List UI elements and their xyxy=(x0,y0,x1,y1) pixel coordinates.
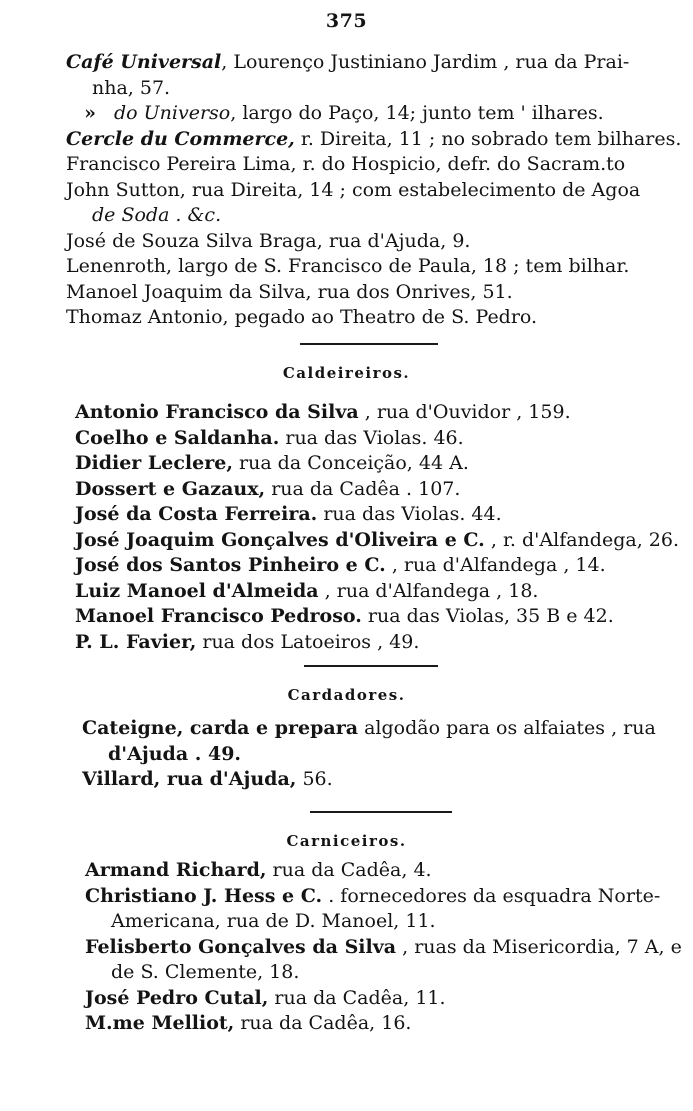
list-item xyxy=(66,127,693,153)
list-item xyxy=(85,1011,693,1037)
entry-details: r. do Hospicio, defr. do Sacram.to xyxy=(302,153,626,175)
entry-name: Francisco Pereira Lima, xyxy=(66,153,297,175)
entry-name: Café Universal xyxy=(66,51,222,73)
page-number: 375 xyxy=(325,10,368,32)
list-item: » do Universo, largo do Paço, 14; junto tem ' ilhares. xyxy=(66,101,693,127)
entry-name: Dossert e Gazaux, xyxy=(75,477,266,500)
entry-details: rua da Cadêa . 107. xyxy=(271,477,461,500)
list-item xyxy=(75,502,693,528)
entry-name: Manoel Francisco Pedroso. xyxy=(75,605,362,627)
entry-details: rua das Violas, 35 B e 42. xyxy=(367,605,614,627)
entry-details: rua dos Latoeiros , 49. xyxy=(202,630,420,653)
list-item: Luiz Manoel d'Almeida , rua d'Alfandega , 18. xyxy=(75,579,539,602)
entry-details: rua d'Alfandega , 14. xyxy=(403,554,606,576)
entry-continuation: de S. Clemente, 18. xyxy=(111,961,300,983)
entry-name: Thomaz Antonio, xyxy=(66,306,229,328)
entry-details: rua da Conceição, 44 A. xyxy=(239,452,469,474)
entry-details: rua d'Ouvidor , 159. xyxy=(376,401,571,423)
entry-continuation: Americana, rua de D. Manoel, 11. xyxy=(111,910,436,932)
section-caldeireiros xyxy=(0,400,693,655)
entry-name: José Joaquim Gonçalves d'Oliveira e C. xyxy=(75,528,485,551)
entry-name: José Pedro Cutal, xyxy=(85,986,269,1009)
list-item xyxy=(75,604,693,630)
entry-details: pegado ao Theatro de S. Pedro. xyxy=(234,306,538,328)
list-item: José Joaquim Gonçalves d'Oliveira e C. , r. d'Alfandega, 26. xyxy=(75,528,679,551)
entry-details: largo de S. Francisco de Paula, 18 ; tem bilhar. xyxy=(178,255,630,277)
section-carniceiros xyxy=(0,858,693,1037)
entry-name: José de Souza Silva Braga, xyxy=(66,229,323,252)
list-item xyxy=(66,178,693,229)
list-item xyxy=(82,716,693,767)
entry-details: fornecedores da esquadra Norte- xyxy=(340,884,661,907)
entry-name: Lenenroth, xyxy=(66,255,173,277)
entry-details: rua da Cadêa, 11. xyxy=(274,986,446,1009)
list-item xyxy=(66,280,693,306)
list-item xyxy=(75,426,693,452)
entry-name: José da Costa Ferreira. xyxy=(75,503,318,525)
list-item xyxy=(66,305,693,331)
list-item: Antonio Francisco da Silva , rua d'Ouvidor , 159. xyxy=(75,401,571,423)
entry-name: Luiz Manoel d'Almeida xyxy=(75,579,319,602)
list-item xyxy=(85,986,693,1012)
entry-name: Antonio Francisco da Silva xyxy=(75,401,359,423)
entry-continuation: nha, 57. xyxy=(92,76,171,99)
entry-name: Coelho e Saldanha. xyxy=(75,426,280,449)
list-item xyxy=(75,630,693,656)
entry-name: Felisberto Gonçalves da Silva xyxy=(85,935,397,958)
entry-name: José dos Santos Pinheiro e C. xyxy=(75,554,386,576)
entry-name: Cercle du Commerce, xyxy=(66,127,295,150)
list-item xyxy=(66,152,693,178)
entry-name: Villard, rua d'Ajuda, xyxy=(82,768,297,790)
list-item xyxy=(66,254,693,280)
entry-continuation: de Soda . &c. xyxy=(92,204,222,226)
entry-continuation: d'Ajuda . 49. xyxy=(108,742,242,765)
list-item xyxy=(66,229,693,255)
list-item: José dos Santos Pinheiro e C. , rua d'Alfandega , 14. xyxy=(75,554,606,576)
list-item xyxy=(85,858,693,884)
entry-name: do Universo xyxy=(114,102,231,124)
entry-name: John Sutton, xyxy=(66,178,186,201)
list-item: Felisberto Gonçalves da Silva , ruas da Misericordia, 7 A, e de S. Clemente, 18. xyxy=(85,935,682,983)
section-heading-caldeireiros: Caldeireiros. xyxy=(282,364,411,382)
entry-name: M.me Melliot, xyxy=(85,1012,235,1034)
list-item xyxy=(82,767,693,793)
top-entries xyxy=(0,50,693,331)
section-heading-carniceiros: Carniceiros. xyxy=(286,832,407,850)
entry-details: Lourenço Justiniano Jardim , rua da Prai- xyxy=(233,51,630,73)
section-heading-cardadores: Cardadores. xyxy=(287,686,406,704)
entry-name: P. L. Favier, xyxy=(75,630,197,653)
list-item xyxy=(75,477,693,503)
entry-name: Didier Leclere, xyxy=(75,452,233,474)
entry-details: rua Direita, 14 ; com estabelecimento de Agoa xyxy=(191,178,641,201)
ditto-mark: » xyxy=(84,102,96,124)
entry-details: rua das Violas. 44. xyxy=(323,503,502,525)
section-cardadores xyxy=(0,716,693,793)
entry-details: rua da Cadêa, 4. xyxy=(272,859,432,881)
entry-details: ruas da Misericordia, 7 A, e xyxy=(414,935,682,958)
entry-details: algodão para os alfaiates , rua xyxy=(364,717,656,739)
section-divider xyxy=(304,665,438,667)
section-divider xyxy=(300,343,438,345)
list-item xyxy=(75,451,693,477)
entry-details: rua da Cadêa, 16. xyxy=(240,1012,412,1034)
entry-name: Armand Richard, xyxy=(85,859,267,881)
entry-details: 56. xyxy=(302,768,333,790)
entry-details: rua d'Ajuda, 9. xyxy=(328,229,471,252)
entry-name: Cateigne, carda e prepara xyxy=(82,717,359,739)
section-divider xyxy=(310,811,452,813)
entry-details: rua d'Alfandega , 18. xyxy=(336,579,539,602)
entry-details: rua das Violas. 46. xyxy=(285,426,464,449)
entry-details: r. d'Alfandega, 26. xyxy=(502,528,679,551)
list-item: Christiano J. Hess e C. . fornecedores da esquadra Norte- Americana, rua de D. Manoel, 11. xyxy=(85,884,661,932)
entry-details: r. Direita, 11 ; no sobrado tem bilhares. xyxy=(300,127,682,150)
list-item: Café Universal, Lourenço Justiniano Jardim , rua da Prai- nha, 57. xyxy=(66,51,630,99)
entry-details: rua dos Onrives, 51. xyxy=(317,280,513,303)
entry-name: Manoel Joaquim da Silva, xyxy=(66,280,312,303)
entry-name: Christiano J. Hess e C. xyxy=(85,884,323,907)
entry-details: largo do Paço, 14; junto tem ' ilhares. xyxy=(242,102,604,124)
